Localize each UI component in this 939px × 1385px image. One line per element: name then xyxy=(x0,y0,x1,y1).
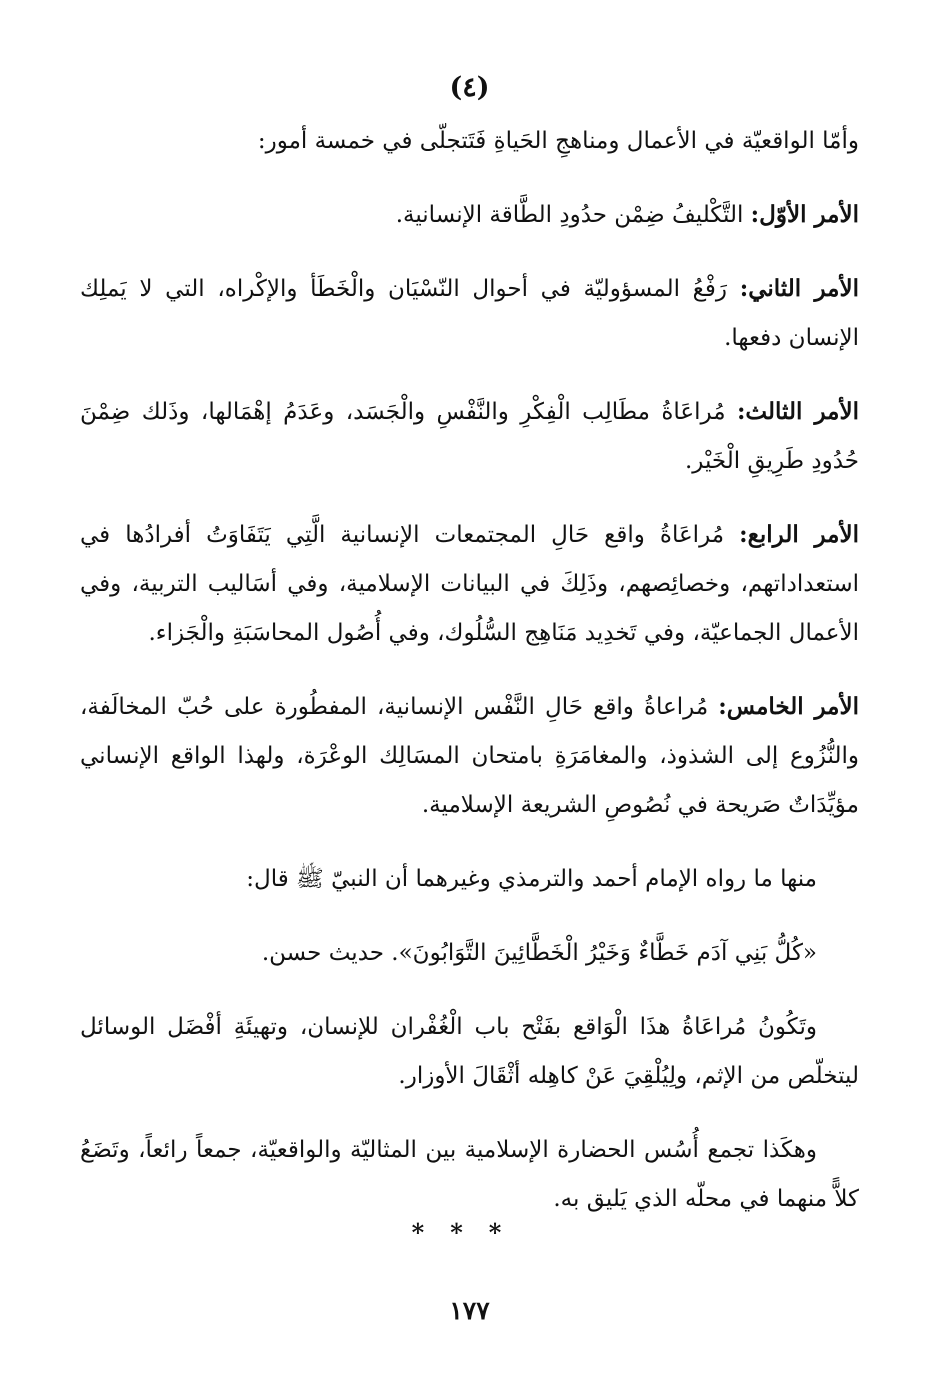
paragraph-text: وتَكُونُ مُراعَاةُ هذَا الْوَاقع بفَتْح باب الْغُفْران للإنسان، وتهيئَةِ أفْضَل الوسائل ليتخلّص من الإثم، ولِيُلْقِيَ عَنْ كاهِله أثْقَالَ الأوزار. xyxy=(80,1014,859,1089)
paragraph-text: مُراعَاةُ مطَالِب الْفِكْرِ والنَّفْسِ والْجَسَد، وعَدَمُ إهْمَالها، وذَلك ضِمْنَ حُدُودِ طَرِيقِ الْخَيْر. xyxy=(80,399,859,474)
paragraph-forgiveness xyxy=(80,1002,859,1101)
paragraph-third-matter xyxy=(80,387,859,486)
paragraph-text: «كُلُّ بَنِي آدَم خَطَّاءٌ وَخَيْرُ الْخَطَّائِينَ التَّوَابُونَ». حديث حسن. xyxy=(261,940,817,966)
paragraph-text: مُراعَاةُ واقع حَالِ المجتمعات الإنسانية الَّتِي يَتَفَاوَتُ أفرادُها في استعداداتهم، وخصائِصهم، وذَلِكَ في البيانات الإسلامية، وفي أسَاليب التربية، وفي الأعمال الجماعيّة، وفي تَخدِيد مَنَاهِج السُّلُوك، وفي أُصُول المحاسَبَةِ والْجَزاء. xyxy=(80,522,859,646)
paragraph-text: مُراعاةُ واقع حَالِ النَّفْس الإنسانية، المفطُورة على حُبّ المخالَفة، والنُّزُوع إلى الشذوذ، والمغامَرَةِ بامتحان المسَالِك الوعْرَة، ولهذا الواقع الإنساني مؤيِّدَاتٌ صَريحة في نُصُوصِ الشريعة الإسلامية. xyxy=(80,694,859,818)
section-separator: *** xyxy=(411,1218,528,1247)
paragraph-lead: الأمر الخامس: xyxy=(718,693,859,720)
body-text xyxy=(80,116,859,1248)
paragraph-text: منها ما رواه الإمام أحمد والترمذي وغيرهما أن النبيّ ﷺ قال: xyxy=(246,866,817,892)
paragraph-lead: الأمر الثاني: xyxy=(739,275,859,302)
paragraph-text: وهكَذا تجمع أُسُس الحضارة الإسلامية بين المثاليّة والواقعيّة، جمعاً رائعاً، وتَضَعُ كلاًّ منهما في محلّه الذي يَليق به. xyxy=(80,1137,859,1212)
paragraph-lead: الأمر الثالث: xyxy=(736,398,859,425)
paragraph-lead: الأمر الرابع: xyxy=(739,521,859,548)
paragraph-conclusion xyxy=(80,1125,859,1224)
paragraph-text: رَفْعُ المسؤوليّة في أحوال النّسْيَان والْخَطَأ والإكْراه، التي لا يَملِك الإنسان دفعها. xyxy=(80,276,859,351)
paragraph-second-matter xyxy=(80,264,859,363)
paragraph-lead: الأمر الأوّل: xyxy=(750,201,859,228)
paragraph-narration xyxy=(80,854,859,904)
paragraph-fourth-matter xyxy=(80,510,859,658)
paragraph-fifth-matter xyxy=(80,682,859,830)
paragraph-text: التَّكْليفُ ضِمْن حدُودِ الطَّاقة الإنسانية. xyxy=(395,202,751,228)
paragraph-first-matter xyxy=(80,190,859,240)
paragraph-text: وأمّا الواقعيّة في الأعمال ومناهجِ الحَياةِ فَتَتجلّى في خمسة أمور: xyxy=(257,128,859,154)
page-number: ١٧٧ xyxy=(449,1296,490,1325)
paragraph-hadith xyxy=(80,928,859,978)
section-number: (٤) xyxy=(449,72,490,103)
paragraph-intro xyxy=(80,116,859,166)
